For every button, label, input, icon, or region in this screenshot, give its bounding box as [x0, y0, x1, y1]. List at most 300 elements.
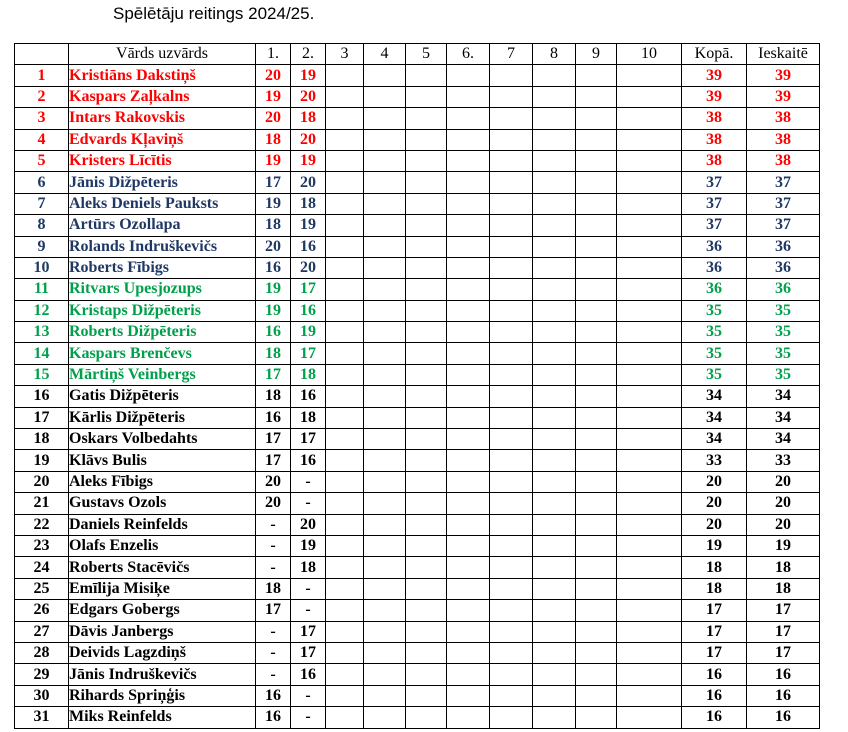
round-2-cell: 20	[291, 257, 326, 278]
total-cell: 16	[682, 685, 747, 706]
round-3-cell	[326, 493, 364, 514]
round-10-cell	[617, 300, 682, 321]
round-8-cell	[533, 279, 576, 300]
round-3-cell	[326, 279, 364, 300]
round-6-cell	[447, 557, 490, 578]
score-cell: 17	[747, 642, 820, 663]
round-6-cell	[447, 279, 490, 300]
round-7-cell	[490, 621, 533, 642]
round-9-cell	[576, 471, 617, 492]
table-row	[15, 429, 820, 450]
round-4-cell	[364, 429, 406, 450]
round-7-cell	[490, 535, 533, 556]
total-cell: 16	[682, 707, 747, 728]
table-row	[15, 407, 820, 428]
round-4-cell	[364, 150, 406, 171]
table-row	[15, 257, 820, 278]
round-6-cell	[447, 493, 490, 514]
round-10-cell	[617, 493, 682, 514]
rank-cell: 23	[15, 535, 69, 556]
round-7-cell	[490, 514, 533, 535]
round-1-cell: 18	[256, 578, 291, 599]
round-2-cell: 17	[291, 621, 326, 642]
rank-cell: 7	[15, 193, 69, 214]
score-cell: 34	[747, 407, 820, 428]
round-8-cell	[533, 450, 576, 471]
rank-cell: 20	[15, 471, 69, 492]
rank-cell: 4	[15, 129, 69, 150]
round-9-cell	[576, 150, 617, 171]
score-cell: 35	[747, 300, 820, 321]
rank-cell: 27	[15, 621, 69, 642]
player-name-cell: Rihards Spriņģis	[69, 685, 256, 706]
total-cell: 37	[682, 193, 747, 214]
score-cell: 18	[747, 557, 820, 578]
round-10-cell	[617, 172, 682, 193]
round-9-cell	[576, 514, 617, 535]
rank-cell: 10	[15, 257, 69, 278]
header-rank	[15, 44, 69, 65]
rank-cell: 24	[15, 557, 69, 578]
round-1-cell: 20	[256, 471, 291, 492]
round-9-cell	[576, 450, 617, 471]
round-8-cell	[533, 429, 576, 450]
round-4-cell	[364, 557, 406, 578]
round-4-cell	[364, 193, 406, 214]
round-5-cell	[406, 322, 447, 343]
table-row	[15, 129, 820, 150]
round-2-cell: -	[291, 493, 326, 514]
header-round-8: 8	[533, 44, 576, 65]
round-2-cell: 20	[291, 172, 326, 193]
page-title: Spēlētāju reitings 2024/25.	[113, 4, 315, 23]
table-row	[15, 215, 820, 236]
round-2-cell: 18	[291, 193, 326, 214]
round-4-cell	[364, 129, 406, 150]
round-3-cell	[326, 150, 364, 171]
round-3-cell	[326, 215, 364, 236]
round-7-cell	[490, 642, 533, 663]
round-10-cell	[617, 450, 682, 471]
round-5-cell	[406, 215, 447, 236]
round-2-cell: 16	[291, 236, 326, 257]
total-cell: 39	[682, 86, 747, 107]
rank-cell: 12	[15, 300, 69, 321]
score-cell: 33	[747, 450, 820, 471]
round-9-cell	[576, 257, 617, 278]
round-4-cell	[364, 621, 406, 642]
round-6-cell	[447, 193, 490, 214]
player-name-cell: Kaspars Brenčevs	[69, 343, 256, 364]
player-name-cell: Kaspars Zaļkalns	[69, 86, 256, 107]
round-6-cell	[447, 150, 490, 171]
round-5-cell	[406, 578, 447, 599]
round-5-cell	[406, 172, 447, 193]
round-5-cell	[406, 685, 447, 706]
round-8-cell	[533, 257, 576, 278]
score-cell: 38	[747, 150, 820, 171]
round-3-cell	[326, 557, 364, 578]
round-10-cell	[617, 535, 682, 556]
round-6-cell	[447, 65, 490, 86]
player-name-cell: Emīlija Misiķe	[69, 578, 256, 599]
round-6-cell	[447, 407, 490, 428]
table-row	[15, 150, 820, 171]
round-1-cell: 20	[256, 236, 291, 257]
round-6-cell	[447, 236, 490, 257]
total-cell: 37	[682, 172, 747, 193]
round-9-cell	[576, 407, 617, 428]
round-8-cell	[533, 471, 576, 492]
player-name-cell: Jānis Dižpēteris	[69, 172, 256, 193]
player-name-cell: Gustavs Ozols	[69, 493, 256, 514]
round-7-cell	[490, 407, 533, 428]
table-row	[15, 343, 820, 364]
round-8-cell	[533, 300, 576, 321]
total-cell: 38	[682, 150, 747, 171]
score-cell: 39	[747, 86, 820, 107]
player-name-cell: Roberts Stacēvičs	[69, 557, 256, 578]
round-6-cell	[447, 685, 490, 706]
table-row	[15, 386, 820, 407]
round-2-cell: -	[291, 600, 326, 621]
round-9-cell	[576, 707, 617, 728]
round-4-cell	[364, 642, 406, 663]
round-1-cell: 16	[256, 407, 291, 428]
score-cell: 34	[747, 429, 820, 450]
table-row	[15, 236, 820, 257]
header-total: Kopā.	[682, 44, 747, 65]
round-7-cell	[490, 322, 533, 343]
round-7-cell	[490, 471, 533, 492]
round-3-cell	[326, 685, 364, 706]
round-7-cell	[490, 664, 533, 685]
total-cell: 38	[682, 108, 747, 129]
rank-cell: 22	[15, 514, 69, 535]
round-9-cell	[576, 557, 617, 578]
round-10-cell	[617, 407, 682, 428]
score-cell: 20	[747, 471, 820, 492]
round-9-cell	[576, 535, 617, 556]
round-10-cell	[617, 236, 682, 257]
total-cell: 37	[682, 215, 747, 236]
score-cell: 37	[747, 172, 820, 193]
round-6-cell	[447, 707, 490, 728]
round-9-cell	[576, 236, 617, 257]
round-1-cell: 17	[256, 600, 291, 621]
player-name-cell: Ritvars Upesjozups	[69, 279, 256, 300]
rank-cell: 3	[15, 108, 69, 129]
round-5-cell	[406, 86, 447, 107]
round-10-cell	[617, 215, 682, 236]
total-cell: 17	[682, 642, 747, 663]
table-row	[15, 65, 820, 86]
round-5-cell	[406, 364, 447, 385]
round-4-cell	[364, 514, 406, 535]
round-7-cell	[490, 65, 533, 86]
round-6-cell	[447, 343, 490, 364]
round-2-cell: 19	[291, 65, 326, 86]
round-9-cell	[576, 621, 617, 642]
round-5-cell	[406, 642, 447, 663]
round-5-cell	[406, 257, 447, 278]
round-4-cell	[364, 600, 406, 621]
round-10-cell	[617, 364, 682, 385]
table-row	[15, 322, 820, 343]
round-4-cell	[364, 236, 406, 257]
rank-cell: 2	[15, 86, 69, 107]
player-name-cell: Olafs Enzelis	[69, 535, 256, 556]
round-7-cell	[490, 215, 533, 236]
round-8-cell	[533, 621, 576, 642]
header-round-4: 4	[364, 44, 406, 65]
table-row	[15, 578, 820, 599]
total-cell: 39	[682, 65, 747, 86]
round-3-cell	[326, 65, 364, 86]
round-2-cell: 18	[291, 407, 326, 428]
round-4-cell	[364, 664, 406, 685]
round-1-cell: -	[256, 557, 291, 578]
table-row	[15, 493, 820, 514]
table-row	[15, 707, 820, 728]
round-10-cell	[617, 86, 682, 107]
round-8-cell	[533, 664, 576, 685]
round-4-cell	[364, 279, 406, 300]
rank-cell: 15	[15, 364, 69, 385]
round-10-cell	[617, 108, 682, 129]
rank-cell: 9	[15, 236, 69, 257]
round-6-cell	[447, 108, 490, 129]
round-7-cell	[490, 364, 533, 385]
round-2-cell: 19	[291, 322, 326, 343]
round-6-cell	[447, 642, 490, 663]
round-8-cell	[533, 707, 576, 728]
score-cell: 16	[747, 707, 820, 728]
round-7-cell	[490, 172, 533, 193]
round-1-cell: -	[256, 621, 291, 642]
rank-cell: 30	[15, 685, 69, 706]
player-name-cell: Deivids Lagzdiņš	[69, 642, 256, 663]
player-name-cell: Artūrs Ozollapa	[69, 215, 256, 236]
round-10-cell	[617, 429, 682, 450]
table-row	[15, 364, 820, 385]
rank-cell: 19	[15, 450, 69, 471]
table-row	[15, 300, 820, 321]
round-5-cell	[406, 429, 447, 450]
total-cell: 35	[682, 364, 747, 385]
round-5-cell	[406, 471, 447, 492]
round-10-cell	[617, 193, 682, 214]
round-1-cell: 20	[256, 65, 291, 86]
round-2-cell: -	[291, 685, 326, 706]
total-cell: 18	[682, 578, 747, 599]
round-1-cell: 19	[256, 279, 291, 300]
round-9-cell	[576, 215, 617, 236]
round-7-cell	[490, 685, 533, 706]
rank-cell: 21	[15, 493, 69, 514]
player-name-cell: Rolands Indruškevičs	[69, 236, 256, 257]
round-2-cell: 17	[291, 429, 326, 450]
round-10-cell	[617, 685, 682, 706]
round-5-cell	[406, 193, 447, 214]
round-5-cell	[406, 450, 447, 471]
round-8-cell	[533, 86, 576, 107]
round-3-cell	[326, 257, 364, 278]
round-10-cell	[617, 557, 682, 578]
rank-cell: 13	[15, 322, 69, 343]
round-1-cell: 18	[256, 215, 291, 236]
player-name-cell: Aleks Fībigs	[69, 471, 256, 492]
round-4-cell	[364, 707, 406, 728]
round-3-cell	[326, 621, 364, 642]
round-9-cell	[576, 108, 617, 129]
round-2-cell: 16	[291, 664, 326, 685]
total-cell: 34	[682, 407, 747, 428]
round-4-cell	[364, 578, 406, 599]
round-3-cell	[326, 600, 364, 621]
round-2-cell: 16	[291, 450, 326, 471]
round-7-cell	[490, 193, 533, 214]
round-9-cell	[576, 300, 617, 321]
table-row	[15, 86, 820, 107]
round-6-cell	[447, 86, 490, 107]
table-row	[15, 514, 820, 535]
round-9-cell	[576, 493, 617, 514]
score-cell: 19	[747, 535, 820, 556]
player-name-cell: Kristiāns Dakstiņš	[69, 65, 256, 86]
player-name-cell: Aleks Deniels Pauksts	[69, 193, 256, 214]
rank-cell: 31	[15, 707, 69, 728]
round-10-cell	[617, 65, 682, 86]
table-row	[15, 108, 820, 129]
round-5-cell	[406, 386, 447, 407]
total-cell: 20	[682, 514, 747, 535]
player-name-cell: Miks Reinfelds	[69, 707, 256, 728]
round-1-cell: 19	[256, 150, 291, 171]
score-cell: 38	[747, 129, 820, 150]
table-row	[15, 172, 820, 193]
round-8-cell	[533, 493, 576, 514]
round-3-cell	[326, 578, 364, 599]
round-4-cell	[364, 685, 406, 706]
header-name: Vārds uzvārds	[69, 44, 256, 65]
round-8-cell	[533, 642, 576, 663]
round-5-cell	[406, 236, 447, 257]
score-cell: 38	[747, 108, 820, 129]
rank-cell: 6	[15, 172, 69, 193]
round-5-cell	[406, 407, 447, 428]
round-6-cell	[447, 535, 490, 556]
score-cell: 36	[747, 236, 820, 257]
round-8-cell	[533, 557, 576, 578]
rank-cell: 11	[15, 279, 69, 300]
total-cell: 17	[682, 600, 747, 621]
player-name-cell: Jānis Indruškevičs	[69, 664, 256, 685]
round-2-cell: 17	[291, 343, 326, 364]
total-cell: 36	[682, 279, 747, 300]
round-3-cell	[326, 450, 364, 471]
round-4-cell	[364, 215, 406, 236]
round-10-cell	[617, 257, 682, 278]
player-name-cell: Edvards Kļaviņš	[69, 129, 256, 150]
round-7-cell	[490, 236, 533, 257]
header-round-1: 1.	[256, 44, 291, 65]
round-1-cell: -	[256, 535, 291, 556]
round-1-cell: 16	[256, 685, 291, 706]
round-3-cell	[326, 129, 364, 150]
round-1-cell: 17	[256, 450, 291, 471]
round-1-cell: 19	[256, 193, 291, 214]
rank-cell: 25	[15, 578, 69, 599]
player-name-cell: Daniels Reinfelds	[69, 514, 256, 535]
round-1-cell: 18	[256, 129, 291, 150]
round-6-cell	[447, 578, 490, 599]
round-7-cell	[490, 578, 533, 599]
round-4-cell	[364, 450, 406, 471]
round-2-cell: -	[291, 578, 326, 599]
round-2-cell: 16	[291, 386, 326, 407]
round-3-cell	[326, 236, 364, 257]
round-9-cell	[576, 129, 617, 150]
rating-table	[14, 43, 820, 729]
player-name-cell: Oskars Volbedahts	[69, 429, 256, 450]
round-3-cell	[326, 707, 364, 728]
round-4-cell	[364, 493, 406, 514]
round-1-cell: 18	[256, 386, 291, 407]
round-4-cell	[364, 300, 406, 321]
round-3-cell	[326, 300, 364, 321]
round-6-cell	[447, 386, 490, 407]
round-5-cell	[406, 300, 447, 321]
round-7-cell	[490, 150, 533, 171]
round-3-cell	[326, 407, 364, 428]
round-6-cell	[447, 215, 490, 236]
score-cell: 17	[747, 600, 820, 621]
table-row	[15, 535, 820, 556]
table-row	[15, 642, 820, 663]
player-name-cell: Roberts Fībigs	[69, 257, 256, 278]
total-cell: 18	[682, 557, 747, 578]
round-8-cell	[533, 193, 576, 214]
score-cell: 39	[747, 65, 820, 86]
round-7-cell	[490, 557, 533, 578]
round-2-cell: -	[291, 707, 326, 728]
round-8-cell	[533, 600, 576, 621]
header-round-7: 7	[490, 44, 533, 65]
table-row	[15, 557, 820, 578]
total-cell: 20	[682, 471, 747, 492]
total-cell: 35	[682, 300, 747, 321]
round-4-cell	[364, 108, 406, 129]
score-cell: 20	[747, 514, 820, 535]
round-4-cell	[364, 172, 406, 193]
round-4-cell	[364, 407, 406, 428]
round-10-cell	[617, 642, 682, 663]
round-2-cell: 19	[291, 535, 326, 556]
round-3-cell	[326, 514, 364, 535]
round-1-cell: -	[256, 642, 291, 663]
round-10-cell	[617, 386, 682, 407]
round-7-cell	[490, 129, 533, 150]
round-7-cell	[490, 429, 533, 450]
total-cell: 33	[682, 450, 747, 471]
round-8-cell	[533, 150, 576, 171]
table-row	[15, 621, 820, 642]
round-7-cell	[490, 257, 533, 278]
round-5-cell	[406, 664, 447, 685]
round-10-cell	[617, 343, 682, 364]
table-row	[15, 450, 820, 471]
